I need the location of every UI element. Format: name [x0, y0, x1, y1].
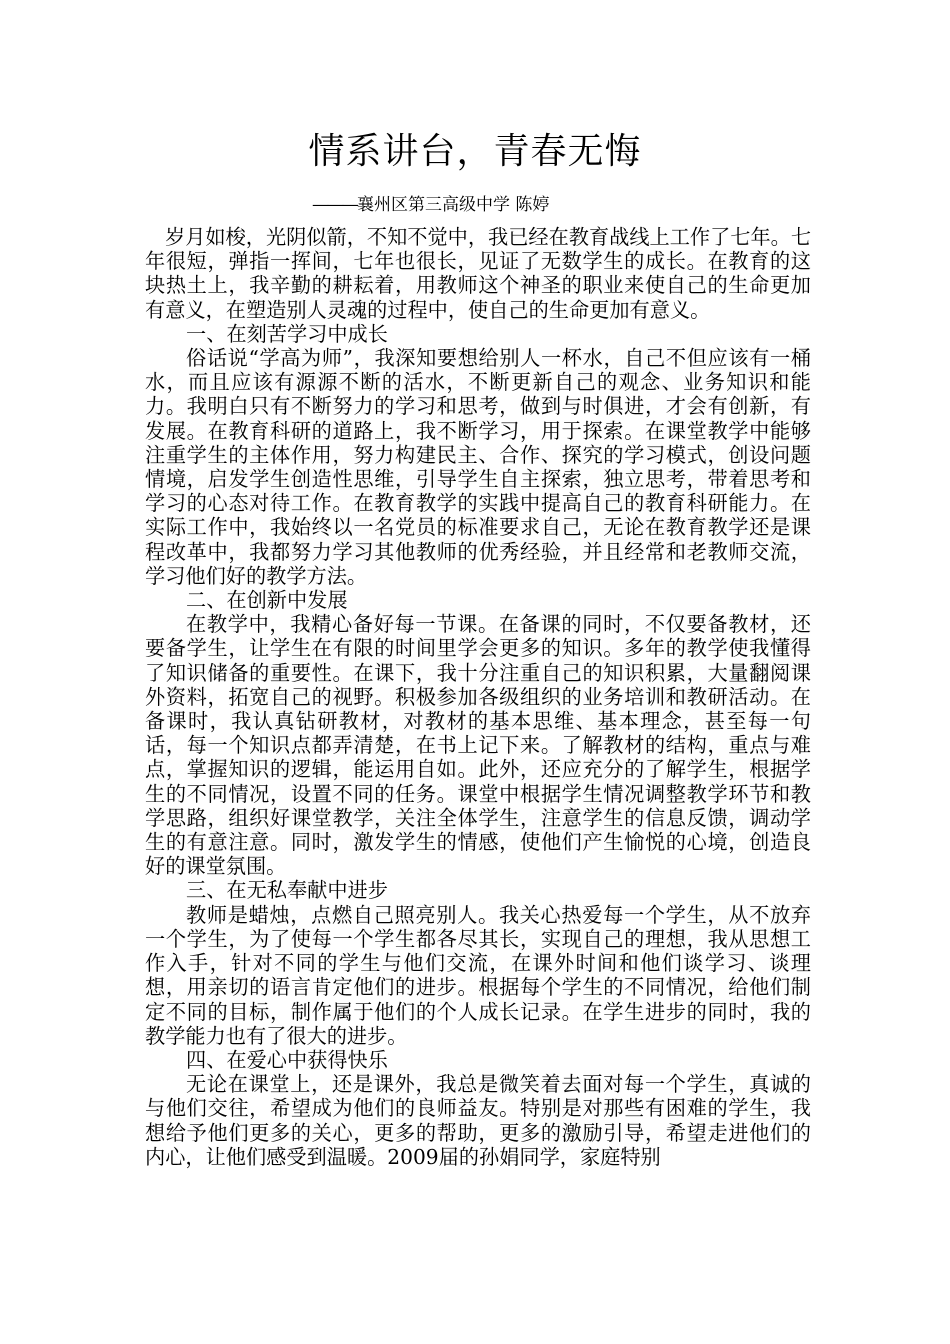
section-paragraph-4: 无论在课堂上，还是课外，我总是微笑着去面对每一个学生，真诚的与他们交往，希望成为他们的良师益友。特别是对那些有困难的学生，我想给予他们更多的关心，更多的帮助，更多的激励引导，希望走进他们的内心，让他们感受到温暖。2009届的孙娟同学，家庭特别 [145, 1072, 811, 1169]
section-heading-1: 一、在刻苦学习中成长 [186, 321, 388, 346]
document-body [145, 225, 811, 1169]
section-heading-4: 四、在爱心中获得快乐 [186, 1047, 388, 1072]
section-paragraph-3: 教师是蜡烛，点燃自己照亮别人。我关心热爱每一个学生，从不放弃一个学生，为了使每一个学生都各尽其长，实现自己的理想，我从思想工作入手，针对不同的学生与他们交流，在课外时间和他们谈学习、谈理想，用亲切的语言肯定他们的进步。根据每个学生的不同情况，给他们制定不同的目标，制作属于他们的个人成长记录。在学生进步的同时，我的教学能力也有了很大的进步。 [145, 902, 811, 1048]
intro-paragraph: 岁月如梭，光阴似箭，不知不觉中，我已经在教育战线上工作了七年。七年很短，弹指一挥间，七年也很长，见证了无数学生的成长。在教育的这块热土上，我辛勤的耕耘着，用教师这个神圣的职业来使自己的生命更加有意义，在塑造别人灵魂的过程中，使自己的生命更加有意义。 [145, 225, 812, 322]
section-heading-2: 二、在创新中发展 [186, 588, 348, 613]
section-paragraph-1: 俗话说“学高为师”，我深知要想给别人一杯水，自己不但应该有一桶水，而且应该有源源不断的活水，不断更新自己的观念、业务知识和能力。我明白只有不断努力的学习和思考，做到与时俱进，才会有创新，有发展。在教育科研的道路上，我不断学习，用于探索。在课堂教学中能够注重学生的主体作用，努力构建民主、合作、探究的学习模式，创设问题情境，启发学生创造性思维，引导学生自主探索，独立思考，带着思考和学习的心态对待工作。在教育教学的实践中提高自己的教育科研能力。在实际工作中，我始终以一名党员的标准要求自己，无论在教育教学还是课程改革中，我都努力学习其他教师的优秀经验，并且经常和老教师交流，学习他们好的教学方法。 [145, 346, 811, 588]
byline-author: 襄州区第三高级中学 陈婷 [357, 195, 550, 215]
section-heading-3: 三、在无私奉献中进步 [186, 878, 388, 903]
byline-dash: ——— [312, 195, 357, 215]
section-paragraph-2: 在教学中，我精心备好每一节课。在备课的同时，不仅要备教材，还要备学生，让学生在有限的时间里学会更多的知识。多年的教学使我懂得了知识储备的重要性。在课下，我十分注重自己的知识积累，大量翻阅课外资料，拓宽自己的视野。积极参加各级组织的业务培训和教研活动。在备课时，我认真钻研教材，对教材的基本思维、基本理念，甚至每一句话，每一个知识点都弄清楚，在书上记下来。了解教材的结构，重点与难点，掌握知识的逻辑，能运用自如。此外，还应充分的了解学生，根据学生的不同情况，设置不同的任务。课堂中根据学生情况调整教学环节和教学思路，组织好课堂教学，关注全体学生，注意学生的信息反馈，调动学生的有意注意。同时，激发学生的情感，使他们产生愉悦的心境，创造良好的课堂氛围。 [145, 612, 811, 879]
document-title: 情系讲台，青春无悔 [308, 131, 642, 172]
byline [312, 192, 549, 218]
